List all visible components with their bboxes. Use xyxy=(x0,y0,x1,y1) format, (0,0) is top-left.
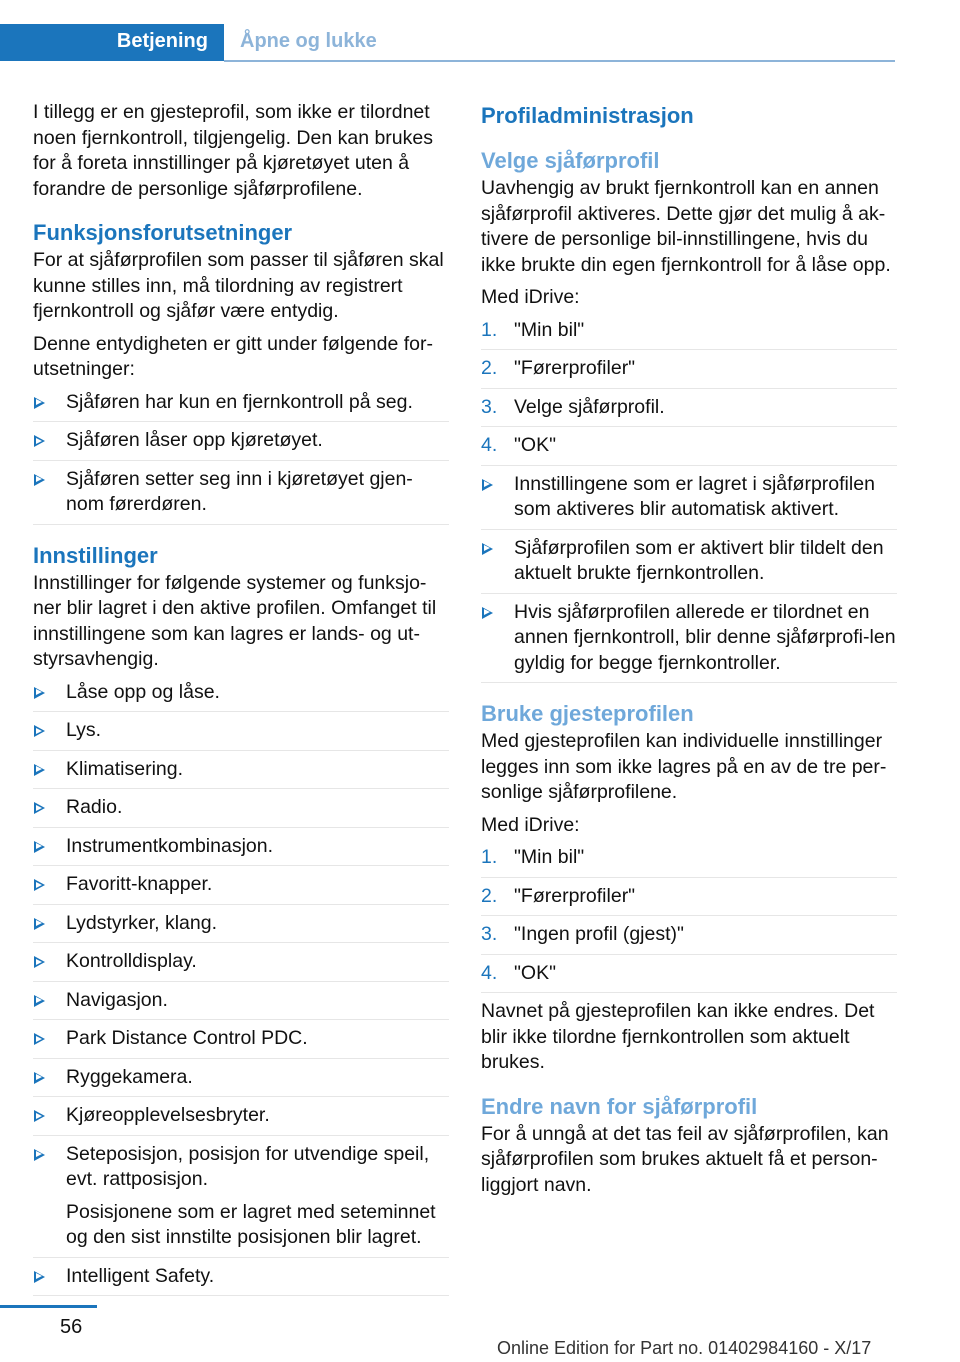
list-item: Instrumentkombinasjon. xyxy=(33,828,449,867)
triangle-bullet-icon xyxy=(34,841,45,853)
heading-endre-navn: Endre navn for sjåførprofil xyxy=(481,1093,758,1119)
triangle-bullet-icon xyxy=(34,995,45,1007)
tab-apne-og-lukke[interactable]: Åpne og lukke xyxy=(240,30,377,52)
step-item: 1. "Min bil" xyxy=(481,318,897,351)
endre-paragraph: For å unngå at det tas feil av sjåførprofilen, kan sjåførprofilen som brukes aktuelt få et person-liggjort navn. xyxy=(481,1122,889,1196)
triangle-bullet-icon xyxy=(34,802,45,814)
footer-rule xyxy=(0,1305,97,1308)
seat-memory-note: Posisjonene som er lagret med seteminnet og den sist innstilte posisjonen blir lagret. xyxy=(66,1200,436,1248)
triangle-bullet-icon xyxy=(34,435,45,447)
velge-paragraph-1: Uavhengig av brukt fjernkontroll kan en annen sjåførprofil aktiveres. Dette gjør det mulig å ak-tivere de personlige bil-innstillingene, hvis du ikke brukte din egen fjernkontroll for å låse opp. xyxy=(481,177,891,276)
innst-paragraph: Innstillinger for følgende systemer og funksjo-ner blir lagret i den aktive profilen. Omfanget til innstillingene som kan lagres er lands- og ut-styrsavhengig. xyxy=(33,571,437,670)
heading-velge-sjaforprofil: Velge sjåførprofil xyxy=(481,148,660,173)
step-item: 2. "Førerprofiler" xyxy=(481,878,897,917)
intro-paragraph: I tillegg er en gjesteprofil, som ikke er tilordnet noen fjernkontroll, tilgjengelig. Den kan brukes for å foreta innstillinger på kjøretøyet uten å forandre de personlige sjåførprofilene. xyxy=(33,101,433,200)
triangle-bullet-icon xyxy=(34,918,45,930)
heading-funksjonsforutsetninger: Funksjonsforutsetninger xyxy=(33,220,293,245)
list-item: Lys. xyxy=(33,712,449,751)
triangle-bullet-icon xyxy=(34,1033,45,1045)
list-item: Favoritt-knapper. xyxy=(33,866,449,905)
triangle-bullet-icon xyxy=(34,1110,45,1122)
right-column xyxy=(481,100,897,1205)
page-number: 56 xyxy=(60,1316,83,1338)
list-item: Radio. xyxy=(33,789,449,828)
list-item: Sjåføren setter seg inn i kjøretøyet gjen-nom førerdøren. xyxy=(33,461,449,525)
step-item: 2. "Førerprofiler" xyxy=(481,350,897,389)
step-item: 3. Velge sjåførprofil. xyxy=(481,389,897,428)
list-item: Låse opp og låse. xyxy=(33,680,449,713)
funksjon-list xyxy=(33,390,449,525)
triangle-bullet-icon xyxy=(34,764,45,776)
list-item: Innstillingene som er lagret i sjåførprofilen som aktiveres blir automatisk aktivert. xyxy=(481,472,897,530)
heading-innstillinger: Innstillinger xyxy=(33,542,158,568)
velge-notes xyxy=(481,472,897,684)
gjest-steps xyxy=(481,845,897,993)
triangle-bullet-icon xyxy=(34,879,45,891)
triangle-bullet-icon xyxy=(34,1072,45,1084)
triangle-bullet-icon xyxy=(34,474,45,486)
triangle-bullet-icon xyxy=(482,607,493,619)
footer-edition: Online Edition for Part no. 01402984160 - X/17 xyxy=(497,1338,872,1358)
heading-bruke-gjesteprofilen: Bruke gjesteprofilen xyxy=(481,701,694,726)
step-item: 4. "OK" xyxy=(481,427,897,466)
header-divider xyxy=(224,60,895,62)
triangle-bullet-icon xyxy=(482,479,493,491)
list-item: Intelligent Safety. xyxy=(33,1258,449,1297)
gjest-paragraph-2: Med iDrive: xyxy=(481,813,580,836)
list-item: Navigasjon. xyxy=(33,982,449,1021)
innst-list xyxy=(33,680,449,1297)
list-item: Sjåførprofilen som er aktivert blir tildelt den aktuelt brukte fjernkontrollen. xyxy=(481,530,897,594)
triangle-bullet-icon xyxy=(34,725,45,737)
velge-steps xyxy=(481,318,897,466)
list-item: Sjåføren låser opp kjøretøyet. xyxy=(33,422,449,461)
header-tabs xyxy=(0,0,895,62)
triangle-bullet-icon xyxy=(34,687,45,699)
list-item: Sjåføren har kun en fjernkontroll på seg. xyxy=(33,390,449,423)
list-item: Kjøreopplevelsesbryter. xyxy=(33,1097,449,1136)
triangle-bullet-icon xyxy=(34,397,45,409)
step-item: 4. "OK" xyxy=(481,955,897,994)
list-item: Klimatisering. xyxy=(33,751,449,790)
velge-paragraph-2: Med iDrive: xyxy=(481,286,580,308)
step-item: 1. "Min bil" xyxy=(481,845,897,878)
step-item: 3. "Ingen profil (gjest)" xyxy=(481,916,897,955)
triangle-bullet-icon xyxy=(34,1271,45,1283)
left-column xyxy=(33,100,449,1302)
triangle-bullet-icon xyxy=(482,543,493,555)
triangle-bullet-icon xyxy=(34,956,45,968)
list-item: Kontrolldisplay. xyxy=(33,943,449,982)
triangle-bullet-icon xyxy=(34,1149,45,1161)
gjest-paragraph-1: Med gjesteprofilen kan individuelle innstillinger legges inn som ikke lagres på en av de tre per-sonlige sjåførprofilene. xyxy=(481,730,887,803)
list-item: Hvis sjåførprofilen allerede er tilordnet en annen fjernkontroll, blir denne sjåførprofi-len gyldig for begge fjernkontroller. xyxy=(481,594,897,684)
list-item: Lydstyrker, klang. xyxy=(33,905,449,944)
funksjon-paragraph-1: For at sjåførprofilen som passer til sjåføren skal kunne stilles inn, må tilordning av registrert fjernkontroll og sjåfør være entydig. xyxy=(33,249,444,322)
list-item: Ryggekamera. xyxy=(33,1059,449,1098)
tab-betjening[interactable]: Betjening xyxy=(0,24,224,61)
heading-profiladministrasjon: Profiladministrasjon xyxy=(481,103,694,128)
list-item: Seteposisjon, posisjon for utvendige speil, evt. rattposisjon. Posisjonene som er lagret med seteminnet og den sist innstilte posisjonen blir lagret. xyxy=(33,1136,449,1258)
funksjon-paragraph-2: Denne entydigheten er gitt under følgende for-utsetninger: xyxy=(33,332,434,380)
gjest-paragraph-3: Navnet på gjesteprofilen kan ikke endres. Det blir ikke tilordne fjernkontrollen som aktuelt brukes. xyxy=(481,1000,875,1073)
list-item: Park Distance Control PDC. xyxy=(33,1020,449,1059)
